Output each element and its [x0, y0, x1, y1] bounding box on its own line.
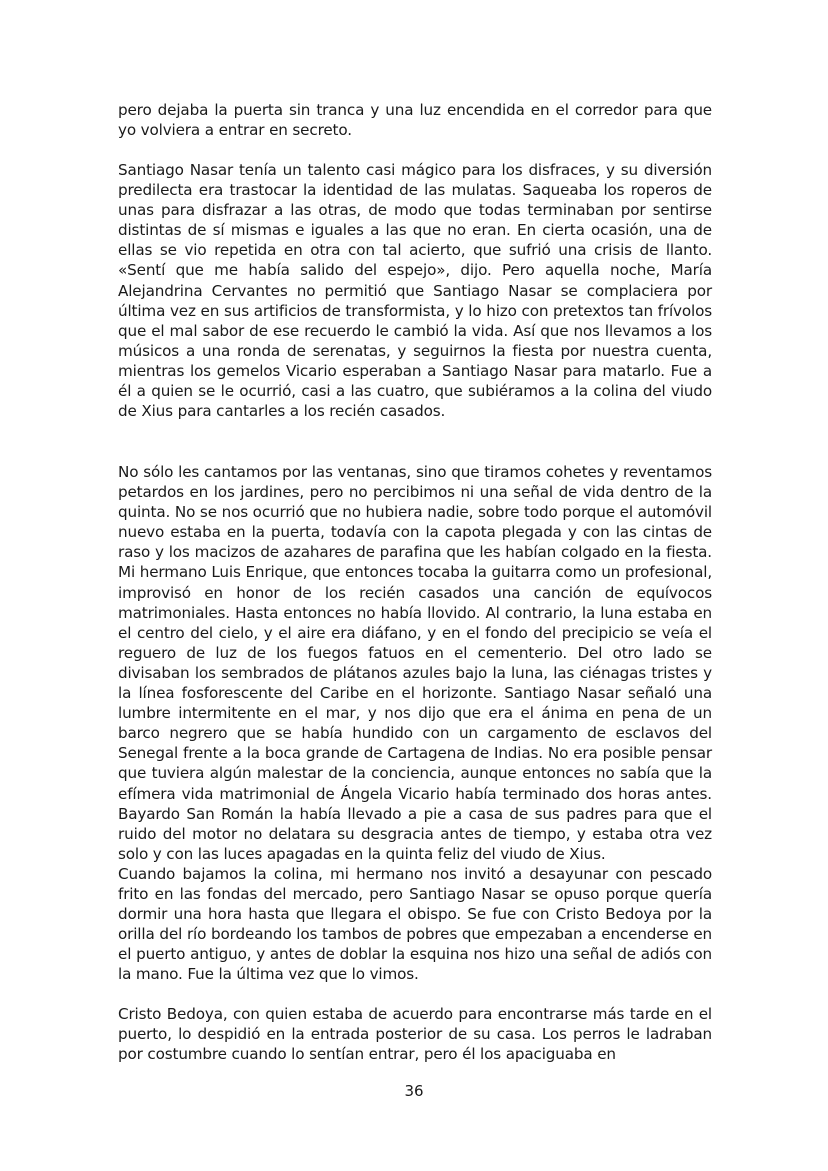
paragraph-cristo-bedoya: Cristo Bedoya, con quien estaba de acuerdo para encontrarse más tarde en el puerto, lo despidió en la entrada posterior de su casa. Los perros le ladraban por costumbre cuando lo sentían entrar, pero él los apaciguaba en	[118, 1005, 712, 1064]
paragraph-disguises: Santiago Nasar tenía un talento casi mágico para los disfraces, y su diversión predilecta era trastocar la identidad de las mulatas. Saqueaba los roperos de unas para disfrazar a las otras, de modo que todas terminaban por sentirse distintas de sí mismas e iguales a las que no eran. En cierta ocasión, una de ellas se vio repetida en otra con tal acierto, que sufrió una crisis de llanto. «Sentí que me había salido del espejo», dijo. Pero aquella noche, María Alejandrina Cervantes no permitió que Santiago Nasar se complaciera por última vez en sus artificios de transformista, y lo hizo con pretextos tan frívolos que el mal sabor de ese recuerdo le cambió la vida. Así que nos llevamos a los músicos a una ronda de serenatas, y seguirnos la fiesta por nuestra cuenta, mientras los gemelos Vicario esperaban a Santiago Nasar para matarlo. Fue a él a quien se le ocurrió, casi a las cuatro, que subiéramos a la colina del viudo de Xius para cantarles a los recién casados.	[118, 161, 712, 421]
paragraph-continuation: pero dejaba la puerta sin tranca y una luz encendida en el corredor para que yo volviera a entrar en secreto.	[118, 101, 712, 140]
paragraph-descent: Cuando bajamos la colina, mi hermano nos invitó a desayunar con pescado frito en las fondas del mercado, pero Santiago Nasar se opuso porque quería dormir una hora hasta que llegara el obispo. Se fue con Cristo Bedoya por la orilla del río bordeando los tambos de pobres que empezaban a encenderse en el puerto antiguo, y antes de doblar la esquina nos hizo una señal de adiós con la mano. Fue la última vez que lo vimos.	[118, 865, 712, 984]
paragraph-serenade: No sólo les cantamos por las ventanas, sino que tiramos cohetes y reventamos petardos en los jardines, pero no percibimos ni una señal de vida dentro de la quinta. No se nos ocurrió que no hubiera nadie, sobre todo porque el automóvil nuevo estaba en la puerta, todavía con la capota plegada y con las cintas de raso y los macizos de azahares de parafina que les habían colgado en la fiesta. Mi hermano Luis Enrique, que entonces tocaba la guitarra como un profesional, improvisó en honor de los recién casados una canción de equívocos matrimoniales. Hasta entonces no había llovido. Al contrario, la luna estaba en el centro del cielo, y el aire era diáfano, y en el fondo del precipicio se veía el reguero de luz de los fuegos fatuos en el cementerio. Del otro lado se divisaban los sembrados de plátanos azules bajo la luna, las ciénagas tristes y la línea fosforescente del Caribe en el horizonte. Santiago Nasar señaló una lumbre intermitente en el mar, y nos dijo que era el ánima en pena de un barco negrero que se había hundido con un cargamento de esclavos del Senegal frente a la boca grande de Cartagena de Indias. No era posible pensar que tuviera algún malestar de la conciencia, aunque entonces no sabía que la efímera vida matrimonial de Ángela Vicario había terminado dos horas antes. Bayardo San Román la había llevado a pie a casa de sus padres para que el ruido del motor no delatara su desgracia antes de tiempo, y estaba otra vez solo y con las luces apagadas en la quinta feliz del viudo de Xius.	[118, 463, 712, 863]
page-number: 36	[404, 1082, 424, 1100]
